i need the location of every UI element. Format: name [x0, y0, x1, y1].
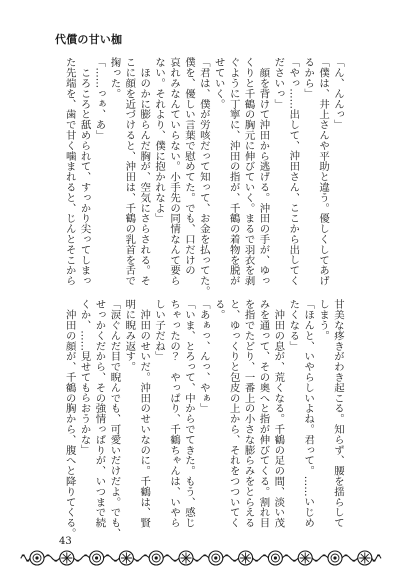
- text-column: 顔を背けて沖田から逃げる。沖田の手が、ゆっ: [257, 57, 270, 286]
- ornament-leaf: [352, 560, 355, 562]
- text-column: 「僕は、井上さんや平助と違う。優しくしてあげ: [317, 57, 330, 286]
- ornament-vine: [342, 556, 358, 561]
- ornament-leaf: [84, 554, 87, 556]
- text-column: 「……っぁ、あ」: [93, 57, 106, 141]
- text-column: こに顔を近づけると、沖田は、千鶴の乳首を舌で: [123, 57, 136, 286]
- ornament-leaf: [344, 554, 347, 556]
- text-column: せっかくだから、その強情っぱりが、いつまで続: [93, 299, 106, 528]
- ornament-medallion: [358, 551, 372, 565]
- ornament-leaf: [285, 554, 288, 556]
- ornament-vine: [372, 556, 381, 561]
- ornament-leaf: [225, 554, 228, 556]
- text-column: を指でたどり、一番上の小さな膨らみをとらえる: [242, 299, 255, 528]
- ornament-leaf: [173, 560, 176, 562]
- ornament-leaf: [114, 560, 117, 562]
- ornament-leaf: [136, 560, 139, 562]
- text-column: 「やっ……出して、沖田さん、ここから出してく: [287, 57, 300, 286]
- ornament-leaf: [293, 560, 296, 562]
- text-column: 「いま、とろって、中からでてきた。もう、感じ: [182, 299, 195, 528]
- ornament-leaf: [233, 560, 236, 562]
- ornament-vine: [163, 556, 179, 561]
- ornament-leaf: [203, 554, 206, 556]
- text-column: ほのかに膨らんだ胸が、空気にさらされる。そ: [138, 57, 151, 286]
- ornament-vine: [21, 556, 30, 561]
- lower-tier-text-block: [61, 299, 345, 539]
- text-column: 明に睨み返す。: [123, 299, 136, 372]
- ornament-vine: [74, 556, 90, 561]
- text-column: 「ほんと、いやらしいよね。君って。……いじめ: [302, 299, 315, 528]
- text-column: たくなる」: [287, 299, 300, 351]
- ornament-leaf: [26, 560, 29, 562]
- ornament-leaf: [76, 560, 79, 562]
- ornament-medallion: [119, 551, 133, 565]
- ornament-medallion: [60, 551, 74, 565]
- ornament-leaf: [144, 554, 147, 556]
- ornament-vine: [104, 556, 120, 561]
- ornament-medallion: [90, 551, 104, 565]
- ornament-vine: [223, 556, 239, 561]
- text-column: 「ん、んんっ」: [332, 57, 344, 130]
- ornament-leaf: [322, 554, 325, 556]
- page-number: 43: [59, 536, 72, 547]
- text-column: ださいっ」: [272, 57, 285, 109]
- text-column: くりと千鶴の胸元に伸びていく。まるで羽衣を剥: [242, 57, 255, 286]
- text-column: せていく。: [212, 57, 225, 109]
- floral-chain-border-icon: [0, 546, 400, 570]
- text-column: 「あぁっ、んっ、やぁ」: [197, 299, 210, 414]
- ornament-leaf: [46, 554, 49, 556]
- ornament-vine: [133, 556, 149, 561]
- ornament-leaf: [195, 560, 198, 562]
- ornament-vine: [44, 556, 60, 561]
- ornament-vine: [312, 556, 328, 561]
- ornament-medallion: [209, 551, 223, 565]
- text-column: しい子だね」: [153, 299, 166, 362]
- ornament-medallion: [30, 551, 44, 565]
- ornament-leaf: [22, 554, 25, 556]
- ornament-medallion: [179, 551, 193, 565]
- text-column: 沖田のせいだ。沖田のせいなのに。千鶴は、賢: [138, 299, 151, 528]
- text-column: 掬った。: [108, 57, 121, 99]
- ornament-leaf: [372, 560, 375, 562]
- text-column: るから」: [302, 57, 315, 99]
- text-column: くか、……見せてもらおうかな」: [78, 299, 91, 455]
- ornament-medallion: [149, 551, 163, 565]
- text-column: と、ゆっくりと包皮の上から、それをつついてく: [227, 299, 240, 528]
- text-column: 甘美な疼きがわき起こる。知らず、腰を揺らして: [332, 299, 344, 528]
- text-column: 沖田の顔が、千鶴の胸から、腹へと降りてくる。: [63, 299, 76, 539]
- ornament-leaf: [54, 560, 57, 562]
- ornament-leaf: [255, 560, 258, 562]
- ornament-leaf: [106, 554, 109, 556]
- text-column: みを通って、その奥へと指が伸びてくる。割れ目: [257, 299, 270, 528]
- text-column: ちゃったの？ やっぱり、千鶴ちゃんは、いやら: [168, 299, 181, 528]
- ornament-medallion: [268, 551, 282, 565]
- ornament-leaf: [263, 554, 266, 556]
- text-column: 僕を、優しい言葉で慰めてた。でも、口だけの: [182, 57, 195, 276]
- upper-tier-text-block: [61, 57, 345, 297]
- ornament-medallion: [239, 551, 253, 565]
- text-column: 沖田の息が、荒くなる。千鶴の足の間、淡い茂: [272, 299, 285, 528]
- text-column: る。: [212, 299, 225, 320]
- running-head: 代償の甘い枷: [55, 33, 123, 46]
- ornament-vine: [253, 556, 269, 561]
- text-column: た先端を、歯で甘く噛まれると、じんとそこから: [63, 57, 76, 286]
- ornament-medallion: [328, 551, 342, 565]
- ornament-medallion: [298, 551, 312, 565]
- text-column: ない。それより、僕に抱かれなよ」: [153, 57, 166, 224]
- ornament-vine: [282, 556, 298, 561]
- ornament-leaf: [166, 554, 169, 556]
- text-column: 「涙ぐんだ目で睨んでも、可愛いだけだよ。でも、: [108, 299, 121, 539]
- text-column: 「君は、僕が労咳だって知って、お金を払ってた。: [197, 57, 210, 297]
- ornament-leaf: [315, 560, 318, 562]
- text-column: ぐように丁寧に、沖田の指が、千鶴の着物を脱が: [227, 57, 240, 286]
- ornament-vine: [193, 556, 209, 561]
- text-column: 哀れみなんていらない。小手先の同情なんて要ら: [168, 57, 181, 286]
- text-column: しまう。: [317, 299, 330, 341]
- ornament-leaf: [377, 554, 380, 556]
- text-column: ころころと舐められて、すっかり尖ってしまっ: [78, 57, 91, 286]
